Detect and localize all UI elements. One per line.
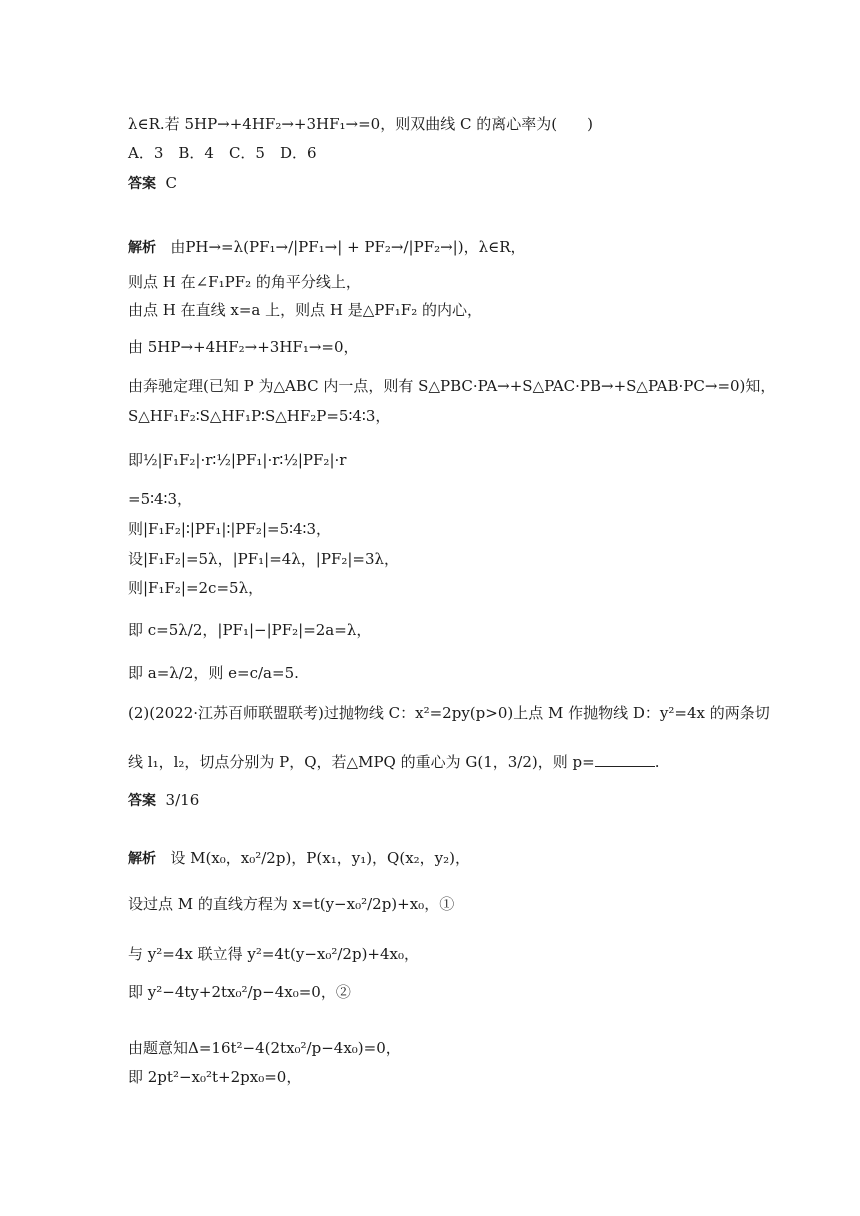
analysis-line: =5∶4∶3， [128,490,193,508]
analysis-line: 即½|F₁F₂|·r∶½|PF₁|·r∶½|PF₂|·r [128,451,347,469]
analysis-line: 设|F₁F₂|=5λ，|PF₁|=4λ，|PF₂|=3λ， [128,550,400,568]
analysis-1-start [128,237,526,258]
analysis-line: S△HF₁F₂∶S△HF₁P∶S△HF₂P=5∶4∶3， [128,407,391,425]
problem-condition: λ∈R.若 5HP→+4HF₂→+3HF₁→=0，则双曲线 C 的离心率为( ) [128,115,593,133]
analysis-label: 解析 [128,851,156,867]
choices: A．3 B．4 C．5 D．6 [128,144,317,162]
analysis-text: 设 M(x₀，x₀²/2p)，P(x₁，y₁)，Q(x₂，y₂)， [170,849,471,867]
answer-value: 3/16 [165,791,200,809]
analysis-line: 由 5HP→+4HF₂→+3HF₁→=0， [128,338,359,356]
answer-label: 答案 [128,176,156,192]
problem-text: 线 l₁，l₂，切点分别为 P，Q，若△MPQ 的重心为 G(1，3/2)，则 p= [128,753,595,771]
analysis-line: 即 a=λ/2，则 e=c/a=5. [128,664,299,682]
analysis-line: 则|F₁F₂|=2c=5λ， [128,579,264,597]
analysis-label: 解析 [128,240,156,256]
problem-2: (2)(2022·江苏百师联盟联考)过抛物线 C：x²=2py(p>0)上点 M 作抛物线 D：y²=4x 的两条切 [128,704,770,722]
blank-suffix: . [654,753,660,771]
analysis-line: 由点 H 在直线 x=a 上，则点 H 是△PF₁F₂ 的内心， [128,301,482,319]
problem-2-cont [128,752,659,772]
answer-2 [128,790,199,811]
analysis-line: 则点 H 在∠F₁PF₂ 的角平分线上， [128,273,361,291]
analysis-line: 即 y²−4ty+2tx₀²/p−4x₀=0，② [128,983,351,1001]
analysis-line: 由奔驰定理(已知 P 为△ABC 内一点，则有 S△PBC·PA→+S△PAC·PB→+S△PAB·PC→=0)知， [128,377,776,395]
answer-1 [128,173,177,194]
analysis-line: 设过点 M 的直线方程为 x=t(y−x₀²/2p)+x₀，① [128,895,455,913]
analysis-line: 即 c=5λ/2，|PF₁|−|PF₂|=2a=λ， [128,621,372,639]
answer-label: 答案 [128,793,156,809]
analysis-line: 与 y²=4x 联立得 y²=4t(y−x₀²/2p)+4x₀， [128,945,420,963]
analysis-line: 则|F₁F₂|∶|PF₁|∶|PF₂|=5∶4∶3， [128,520,332,538]
answer-value: C [165,174,178,192]
analysis-line: 即 2pt²−x₀²t+2px₀=0， [128,1068,302,1086]
analysis-text: 由PH→=λ(PF₁→/|PF₁→| + PF₂→/|PF₂→|)，λ∈R， [170,238,526,256]
analysis-line: 由题意知Δ=16t²−4(2tx₀²/p−4x₀)=0， [128,1039,401,1057]
analysis-2-start [128,848,470,869]
answer-blank [595,752,655,767]
